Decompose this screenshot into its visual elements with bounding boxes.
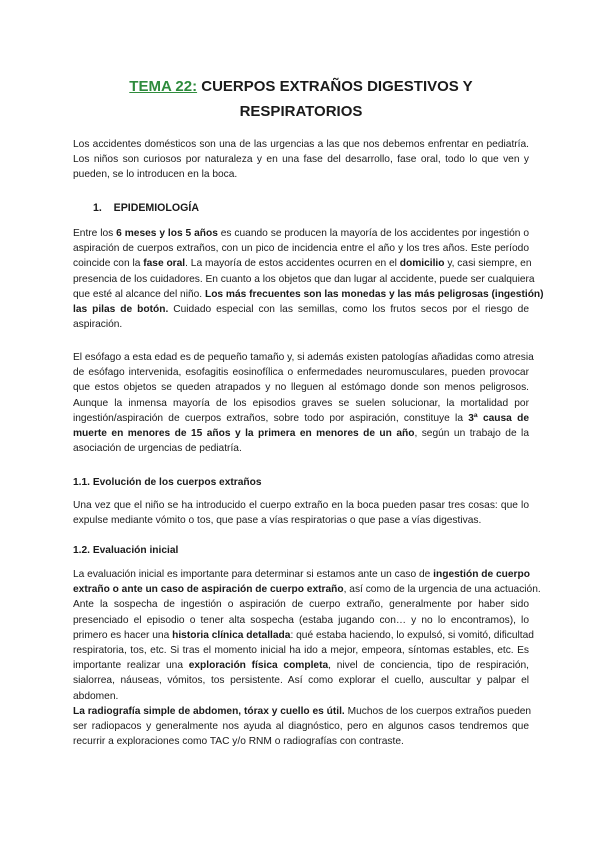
text-line (73, 643, 529, 658)
text-span: que estos objetos se queden atrapados y no lleguen al estómago donde son menos peligrosos. (73, 382, 529, 394)
document-title (73, 74, 529, 100)
text-span: La evaluación inicial es importante para determinar si estamos ante un caso de (73, 569, 434, 580)
text-span: Muchos de los cuerpos extraños pueden (344, 705, 532, 717)
bold-text: domicilio (399, 258, 445, 270)
text-span: Ante la sospecha de ingestión o aspiración de cuerpo extraño, generalmente por haber sido (73, 599, 529, 611)
text-span: presencia de los cuidadores. En cuanto a los objetos que dan lugar al accidente, puede ser cualquiera (73, 273, 535, 285)
text-span: y, casi siempre, en (444, 258, 532, 270)
tema-label: TEMA 22: (129, 78, 198, 95)
text-span: Los niños son curiosos por naturaleza y en una fase del desarrollo, fase oral, todo lo que ven y (73, 154, 529, 166)
text-line (73, 734, 404, 749)
document-title-line-2: RESPIRATORIOS (239, 103, 363, 120)
text-line (73, 167, 237, 182)
text-line (73, 137, 529, 152)
text-span: presenciado el episodio o tener alta sospecha (estaba jugando con… y no lo encontramos), lo (73, 614, 529, 626)
text-span: . La mayoría de estos accidentes ocurren en el (185, 258, 400, 270)
text-span: , según un trabajo de la (414, 428, 529, 439)
bold-text: fase oral (143, 258, 186, 270)
section-heading-epidemiologia (93, 202, 199, 214)
text-line (73, 628, 534, 643)
text-line (73, 152, 529, 167)
subsection-heading-evolucion: 1.1. Evolución de los cuerpos extraños (73, 477, 262, 488)
text-line (73, 226, 529, 241)
text-line (73, 513, 481, 528)
text-span: es cuando se producen la mayoría de los accidentes por ingestión o (217, 228, 529, 239)
text-span: Cuidado especial con las semillas, como los frutos secos por el riesgo de (168, 304, 529, 315)
text-span: asociación de urgencias de pediatría. (73, 443, 242, 455)
text-line (73, 396, 529, 411)
text-line (73, 426, 529, 441)
text-line (73, 704, 532, 719)
text-line (73, 241, 529, 256)
text-line (73, 613, 529, 628)
section-title: EPIDEMIOLOGÍA (113, 202, 199, 214)
section-number: 1. (93, 202, 102, 214)
text-span: : qué estaba haciendo, lo expulsó, si vomitó, dificultad (290, 629, 534, 641)
text-line (73, 567, 529, 582)
text-line (73, 350, 534, 365)
bold-text: las pilas de botón. (73, 304, 169, 315)
text-span: que esté al alcance del niño. (73, 288, 205, 300)
bold-text: extraño o ante un caso de aspiración de cuerpo extraño (73, 584, 344, 596)
bold-text: 3ª causa de (468, 412, 530, 424)
text-line (73, 287, 544, 302)
text-span: aspiración de cuerpos extraños, con un pico de incidencia entre el año y los tres años. Este período (73, 243, 529, 255)
text-span: El esófago a esta edad es de pequeño tamaño y, si además existen patologías añadidas como atresia (73, 352, 534, 363)
text-line (73, 256, 532, 271)
text-span: abdomen. (73, 690, 119, 702)
text-span: importante realizar una (73, 660, 189, 672)
text-line (73, 498, 529, 513)
text-line (73, 673, 529, 688)
text-line (73, 302, 529, 317)
bold-text: 6 meses y los 5 años (116, 228, 218, 239)
text-line (73, 380, 529, 395)
text-line (73, 597, 529, 612)
bold-text: Los más frecuentes son las monedas y las más peligrosas (ingestión) (204, 288, 544, 300)
text-span: coincide con la (73, 258, 144, 270)
text-line (73, 689, 529, 704)
title-line-1: CUERPOS EXTRAÑOS DIGESTIVOS Y (197, 78, 473, 95)
text-span: respiratoria, tos, etc. Si tras el momento inicial ha ido a mejor, empeora, síntomas estables, etc. Es (73, 645, 529, 656)
text-span: Aunque la inmensa mayoría de los episodios graves se suelen solucionar, la mortalidad por (73, 397, 529, 409)
bold-text: La radiografía simple de abdomen, tórax y cuello es útil. (73, 705, 345, 717)
text-line (73, 719, 529, 734)
text-line (73, 658, 529, 673)
bold-text: muerte en menores de 15 años y la primera en menores de un año (73, 428, 415, 439)
text-span: sialorrea, náuseas, vómitos, tos persistente. Así como explorar el cuello, auscultar y palpar el (73, 675, 529, 687)
text-span: Una vez que el niño se ha introducido el cuerpo extraño en la boca pueden pasar tres cosas: que lo (73, 500, 529, 511)
text-line (73, 365, 529, 380)
bold-text: ingestión de cuerpo (433, 569, 530, 580)
text-span: Entre los (73, 228, 117, 239)
text-span: aspiración. (73, 319, 123, 331)
text-line (73, 411, 529, 426)
text-line (73, 582, 541, 597)
text-span: expulse mediante vómito o tos, que pase a vías respiratorias o que pase a vías digestivas. (73, 515, 482, 527)
text-line (73, 441, 242, 456)
text-span: ser radiopacos y generalmente nos ayuda al diagnóstico, pero en algunos casos tendremos que (73, 721, 529, 732)
bold-text: exploración física completa (188, 660, 329, 672)
text-span: recurrir a exploraciones como TAC y/o RNM o radiografías con contraste. (73, 736, 404, 748)
text-span: primero es hacer una (73, 629, 173, 641)
text-span: , así como de la urgencia de una actuación. (343, 584, 541, 596)
text-span: , nivel de conciencia, tipo de respiración, (328, 660, 529, 672)
text-span: Los accidentes domésticos son una de las urgencias a las que nos debemos enfrentar en pediatría. (73, 139, 529, 150)
text-line (73, 272, 535, 287)
bold-text: historia clínica detallada (172, 629, 291, 641)
text-span: pueden, se lo introducen en la boca. (73, 169, 238, 181)
text-span: de esófago intervenida, esofagitis eosinofílica o enfermedades neuromusculares, pueden provocar (73, 367, 529, 379)
text-line (73, 317, 122, 332)
subsection-heading-evaluacion: 1.2. Evaluación inicial (73, 545, 179, 556)
text-span: ingestión/aspiración de cuerpos extraños, sobre todo por aspiración, constituye la (73, 412, 469, 424)
